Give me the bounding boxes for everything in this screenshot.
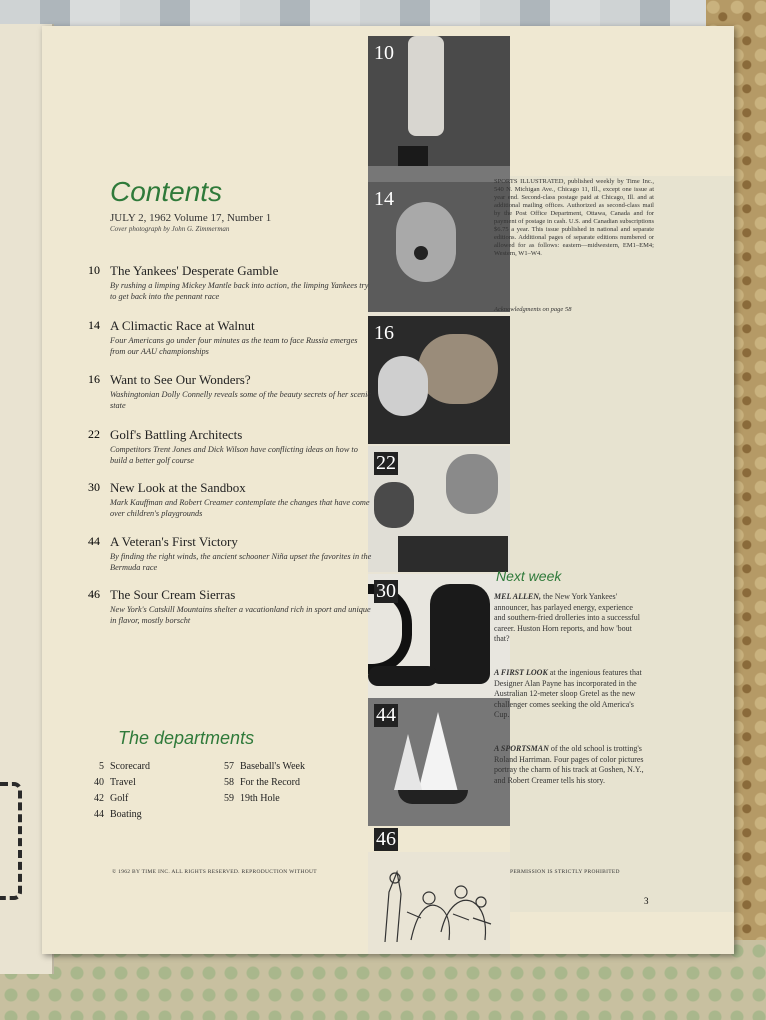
sidebar-panel [510,176,734,912]
photo-strip [368,36,510,954]
article-page: 30 [88,480,100,494]
page-edge-mark [0,782,22,900]
article-title: Golf's Battling Architects [110,427,243,442]
photo-page-number: 30 [376,580,396,602]
department-item: 5 Scorecard [99,761,150,772]
photo-baseball-player [368,36,510,182]
department-item: 59 19th Hole [224,793,280,804]
article-desc: Washingtonian Dolly Connelly reveals some of the beauty secrets of her scenic state [110,390,372,410]
department-item: 44 Boating [94,809,142,820]
acknowledgments-note: Acknowledgments on page 58 [494,306,572,313]
departments-heading: The departments [118,728,255,748]
article-page: 46 [88,587,100,601]
magazine-page [42,26,734,954]
article-page: 44 [88,534,100,548]
copyright-notice: © 1962 BY TIME INC. ALL RIGHTS RESERVED. REPRODUCTION WITHOUT [112,869,317,875]
article-desc: By rushing a limping Mickey Mantle back into action, the limping Yankees try to get back into the pennant race [110,281,369,301]
photo-page-number: 44 [376,704,396,726]
photo-page-number: 22 [376,452,396,474]
article-title: New Look at the Sandbox [110,480,246,495]
article-page: 14 [88,318,100,332]
article-page: 16 [88,372,100,386]
next-week-item: A FIRST LOOK at the ingenious features that Designer Alan Payne has incorporated in the Australian 12-meter sloop Gretel as the new challenger comes seeking the old America's Cup. [494,668,642,719]
article-desc: New York's Catskill Mountains shelter a vacationland rich in sport and unique in flavor, mostly borscht [110,605,371,625]
next-week-item: MEL ALLEN, the New York Yankees' announcer, has parlayed energy, experience and southern-fried drolleries into a successful career. Huston Horn reports, and how 'bout that? [494,592,640,643]
cover-credit: Cover photograph by John G. Zimmerman [110,225,230,233]
article-desc: Competitors Trent Jones and Dick Wilson have conflicting ideas on how to build a better golf course [110,445,358,465]
article-title: The Yankees' Desperate Gamble [110,263,279,278]
department-item: 58 For the Record [224,777,300,788]
department-item: 57 Baseball's Week [224,761,305,772]
article-title: A Veteran's First Victory [110,534,238,549]
article-desc: Four Americans go under four minutes as the team to face Russia emerges from our AAU championships [110,336,358,356]
photo-page-number: 10 [374,42,394,64]
article-title: The Sour Cream Sierras [110,587,236,602]
photo-child-running [368,574,510,698]
department-item: 42 Golf [94,793,129,804]
photo-page-number: 16 [374,322,394,344]
next-week-item: A SPORTSMAN of the old school is trotting's Roland Harriman. Four pages of color pictures portray the charm of his track at Goshen, N.Y., and Robert Creamer tells his story. [494,744,644,785]
article-page: 10 [88,263,100,277]
publication-info: SPORTS ILLUSTRATED, published weekly by Time Inc., 540 N. Michigan Ave., Chicago 11, Ill., except one issue at year end. Second-class postage paid at Chicago, Ill. and at additional mailing offices. Authorized as second-class mail by the Post Office Department, Ottawa, Canada and for payment of postage in cash. U.S. and Canadian subscriptions $6.75 a year. This issue published in national and separate editions. Additional pages of separate editions numbered or allowed for as follows: eastern—midwestern, EM1–EM4; Western, W1–W4. [494,178,654,257]
photo-woman-knit-hat [368,316,510,444]
photo-runner-face [368,182,510,312]
department-item: 40 Travel [94,777,136,788]
issue-date: JULY 2, 1962 Volume 17, Number 1 [110,212,272,224]
page-number: 3 [644,896,649,906]
article-desc: Mark Kauffman and Robert Creamer contemplate the changes that have come over children's playgrounds [110,498,370,518]
article-desc: By finding the right winds, the ancient schooner Niña upset the favorites in the Bermuda race [110,552,372,572]
next-week-heading: Next week [496,568,562,584]
permission-notice: PERMISSION IS STRICTLY PROHIBITED [510,869,620,875]
photo-catskills-label [368,826,510,852]
photo-page-number: 14 [374,188,394,210]
article-page: 22 [88,427,100,441]
photo-schooner [368,698,510,826]
contents-heading: Contents [110,176,223,207]
catskills-sketch [377,862,501,948]
photo-page-number: 46 [376,828,396,850]
article-title: A Climactic Race at Walnut [110,318,255,333]
photo-golf-architect [368,446,510,572]
article-title: Want to See Our Wonders? [110,372,251,387]
